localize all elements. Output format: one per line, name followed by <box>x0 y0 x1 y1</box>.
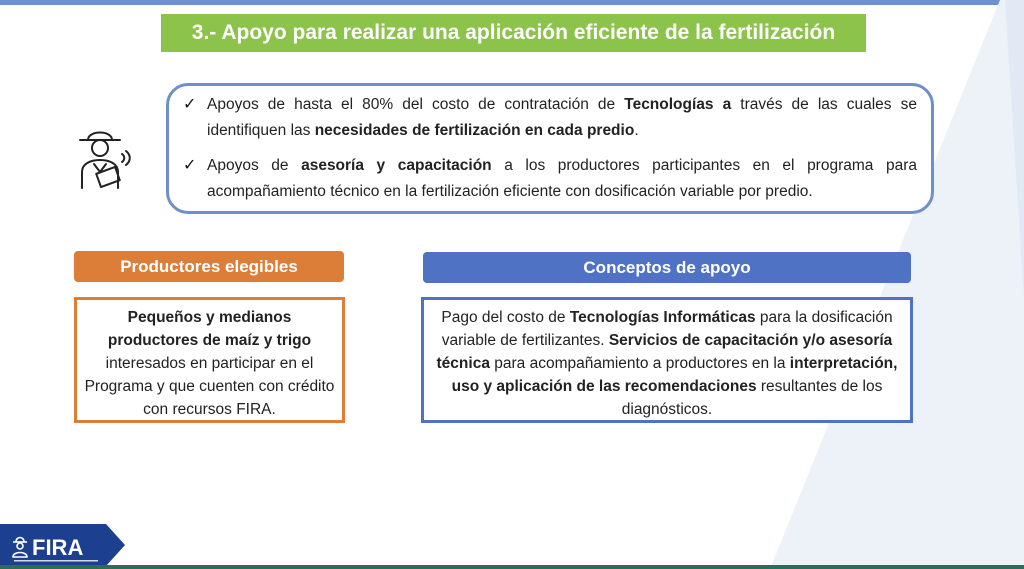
bullet-text: Apoyos de hasta el 80% del costo de contratación de <box>207 96 625 113</box>
box-bold: Tecnologías Informáticas <box>569 309 756 326</box>
box-bold: Pequeños y medianos productores de maíz y trigo <box>107 309 312 349</box>
bottom-accent-bar <box>0 565 1024 569</box>
support-bullets <box>166 83 934 214</box>
eligible-producers-header: Productores elegibles <box>74 251 344 282</box>
box-bold: interpretación, uso y aplicación de las recomendaciones <box>451 355 898 395</box>
box-text: para acompañamiento a productores en la <box>489 355 790 372</box>
bullet-item <box>183 153 917 205</box>
bullet-bold: Tecnologías a <box>624 96 732 113</box>
check-icon: ✓ <box>183 96 197 113</box>
page-title: 3.- Apoyo para realizar una aplicación eficiente de la fertilización <box>161 14 866 52</box>
fira-logo <box>0 524 125 566</box>
bullet-text: . <box>634 122 639 139</box>
box-text: Pago del costo de <box>441 309 570 326</box>
support-concepts-box <box>421 297 913 423</box>
bullet-text: través de las cuales se identifiquen las <box>207 96 917 139</box>
logo-text: FIRA <box>32 535 84 560</box>
bullet-text: a los productores participantes en el programa para acompañamiento técnico en la fertilización eficiente con dosificación variable por predio. <box>207 157 917 200</box>
bullet-item <box>183 92 917 144</box>
farmer-icon <box>72 124 134 190</box>
bullet-text: Apoyos de <box>207 157 302 174</box>
box-bold: Servicios de capacitación y/o asesoría técnica <box>436 332 893 372</box>
box-text: resultantes de los diagnósticos. <box>621 378 883 418</box>
box-text: interesados en participar en el Programa y que cuenten con crédito con recursos FIRA. <box>84 355 335 418</box>
bullet-bold: asesoría y capacitación <box>301 157 492 174</box>
box-text: para la dosificación variable de fertilizantes. <box>441 309 893 349</box>
check-icon: ✓ <box>183 157 197 174</box>
bullet-bold: necesidades de fertilización en cada predio <box>314 122 635 139</box>
eligible-producers-box <box>74 297 345 423</box>
support-concepts-header: Conceptos de apoyo <box>423 252 911 283</box>
